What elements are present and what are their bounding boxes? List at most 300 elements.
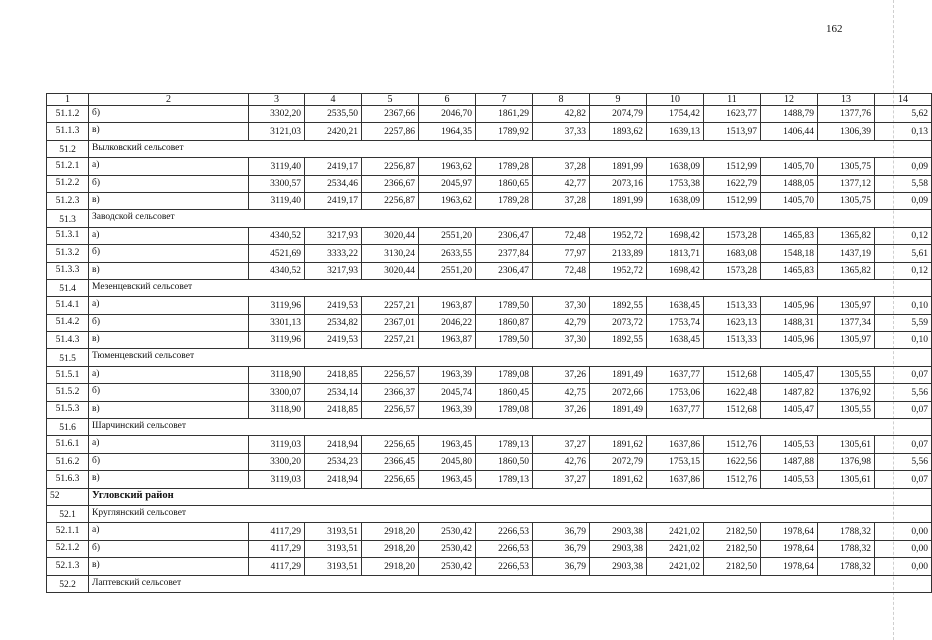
value-cell: 1512,68 [704,366,761,383]
value-cell: 1788,32 [818,523,875,540]
value-cell: 0,09 [875,192,932,209]
value-cell: 37,30 [533,297,590,314]
value-cell: 3119,96 [249,297,305,314]
value-cell: 3118,90 [249,366,305,383]
value-cell: 0,10 [875,297,932,314]
row-letter: б) [89,314,249,331]
value-cell: 1513,97 [704,123,761,140]
value-cell: 1637,86 [647,471,704,488]
value-cell: 1637,77 [647,401,704,418]
table-row [47,332,932,349]
value-cell: 2534,82 [305,314,362,331]
header-cell: 7 [476,94,533,106]
value-cell: 1638,45 [647,297,704,314]
value-cell: 1698,42 [647,227,704,244]
value-cell: 2418,85 [305,366,362,383]
value-cell: 2534,23 [305,453,362,470]
value-cell: 3301,13 [249,314,305,331]
value-cell: 1405,96 [761,332,818,349]
value-cell: 2256,87 [362,192,419,209]
value-cell: 0,07 [875,471,932,488]
row-letter: б) [89,540,249,557]
row-code: 52.1.2 [47,540,89,557]
section-row [47,279,932,296]
value-cell: 1753,74 [647,314,704,331]
section-name: Вылковский сельсовет [89,140,932,157]
value-cell: 2045,97 [419,175,476,192]
value-cell: 1512,76 [704,436,761,453]
section-code: 52.1 [47,505,89,522]
value-cell: 1789,13 [476,436,533,453]
row-letter: б) [89,175,249,192]
value-cell: 1365,82 [818,227,875,244]
value-cell: 1754,42 [647,106,704,123]
value-cell: 1377,34 [818,314,875,331]
value-cell: 1683,08 [704,245,761,262]
row-letter: а) [89,297,249,314]
district-code: 52 [47,488,89,505]
value-cell: 2918,20 [362,558,419,575]
value-cell: 1753,15 [647,453,704,470]
value-cell: 3217,93 [305,227,362,244]
value-cell: 1488,79 [761,106,818,123]
value-cell: 3118,90 [249,401,305,418]
value-cell: 3193,51 [305,540,362,557]
value-cell: 2903,38 [590,540,647,557]
value-cell: 1637,77 [647,366,704,383]
header-cell: 13 [818,94,875,106]
value-cell: 42,75 [533,384,590,401]
value-cell: 1891,99 [590,158,647,175]
value-cell: 2551,20 [419,227,476,244]
value-cell: 1963,45 [419,436,476,453]
value-cell: 2256,57 [362,401,419,418]
value-cell: 37,27 [533,471,590,488]
value-cell: 2420,21 [305,123,362,140]
value-cell: 1512,68 [704,401,761,418]
value-cell: 1638,09 [647,192,704,209]
value-cell: 37,27 [533,436,590,453]
value-cell: 2421,02 [647,540,704,557]
header-cell: 9 [590,94,647,106]
row-letter: а) [89,158,249,175]
value-cell: 2366,45 [362,453,419,470]
value-cell: 37,28 [533,158,590,175]
value-cell: 3119,40 [249,192,305,209]
value-cell: 1548,18 [761,245,818,262]
value-cell: 0,00 [875,540,932,557]
value-cell: 1305,55 [818,366,875,383]
row-code: 51.5.2 [47,384,89,401]
value-cell: 1405,96 [761,297,818,314]
value-cell: 1638,45 [647,332,704,349]
value-cell: 2903,38 [590,558,647,575]
row-code: 51.1.3 [47,123,89,140]
section-name: Круглянский сельсовет [89,505,932,522]
value-cell: 1964,35 [419,123,476,140]
value-cell: 2367,01 [362,314,419,331]
value-cell: 1405,70 [761,158,818,175]
value-cell: 4521,69 [249,245,305,262]
value-cell: 2256,65 [362,471,419,488]
value-cell: 0,07 [875,401,932,418]
section-row [47,140,932,157]
section-name: Шарчинский сельсовет [89,419,932,436]
value-cell: 1978,64 [761,523,818,540]
value-cell: 1623,13 [704,314,761,331]
header-cell: 12 [761,94,818,106]
value-cell: 2306,47 [476,262,533,279]
value-cell: 5,56 [875,453,932,470]
section-name: Тюменцевский сельсовет [89,349,932,366]
section-row [47,505,932,522]
value-cell: 1573,28 [704,262,761,279]
value-cell: 2182,50 [704,523,761,540]
value-cell: 1963,39 [419,366,476,383]
value-cell: 1487,88 [761,453,818,470]
value-cell: 2266,53 [476,540,533,557]
value-cell: 2377,84 [476,245,533,262]
value-cell: 1952,72 [590,227,647,244]
value-cell: 1891,49 [590,401,647,418]
section-name: Мезенцевский сельсовет [89,279,932,296]
header-cell: 3 [249,94,305,106]
row-code: 52.1.1 [47,523,89,540]
value-cell: 1405,47 [761,366,818,383]
value-cell: 0,10 [875,332,932,349]
value-cell: 1487,82 [761,384,818,401]
table-row [47,314,932,331]
value-cell: 2073,72 [590,314,647,331]
row-code: 51.4.3 [47,332,89,349]
value-cell: 1405,70 [761,192,818,209]
table-row [47,262,932,279]
row-code: 51.1.2 [47,106,89,123]
value-cell: 1952,72 [590,262,647,279]
value-cell: 1306,39 [818,123,875,140]
table-row [47,158,932,175]
table-row [47,192,932,209]
row-letter: а) [89,436,249,453]
value-cell: 1405,47 [761,401,818,418]
value-cell: 1305,97 [818,297,875,314]
value-cell: 1638,09 [647,158,704,175]
value-cell: 2551,20 [419,262,476,279]
section-code: 51.6 [47,419,89,436]
value-cell: 2419,17 [305,158,362,175]
value-cell: 1963,62 [419,192,476,209]
value-cell: 1622,79 [704,175,761,192]
value-cell: 1512,76 [704,471,761,488]
value-cell: 0,00 [875,523,932,540]
value-cell: 77,97 [533,245,590,262]
value-cell: 1377,76 [818,106,875,123]
value-cell: 2366,37 [362,384,419,401]
value-cell: 1789,28 [476,192,533,209]
table-row [47,558,932,575]
value-cell: 2266,53 [476,523,533,540]
value-cell: 36,79 [533,540,590,557]
table-row [47,384,932,401]
section-code: 52.2 [47,575,89,592]
value-cell: 2257,21 [362,297,419,314]
header-cell: 11 [704,94,761,106]
table-row [47,297,932,314]
value-cell: 3020,44 [362,227,419,244]
row-code: 51.2.3 [47,192,89,209]
value-cell: 3193,51 [305,523,362,540]
section-code: 51.3 [47,210,89,227]
value-cell: 1513,33 [704,332,761,349]
value-cell: 1365,82 [818,262,875,279]
header-cell: 8 [533,94,590,106]
value-cell: 3333,22 [305,245,362,262]
row-letter: б) [89,453,249,470]
row-code: 51.6.3 [47,471,89,488]
section-code: 51.2 [47,140,89,157]
value-cell: 0,13 [875,123,932,140]
value-cell: 1465,83 [761,227,818,244]
value-cell: 1622,48 [704,384,761,401]
table-row [47,106,932,123]
row-code: 52.1.3 [47,558,89,575]
section-row [47,419,932,436]
row-letter: б) [89,384,249,401]
value-cell: 3193,51 [305,558,362,575]
value-cell: 1488,31 [761,314,818,331]
value-cell: 2182,50 [704,558,761,575]
value-cell: 37,33 [533,123,590,140]
value-cell: 1305,61 [818,471,875,488]
value-cell: 5,56 [875,384,932,401]
row-letter: в) [89,262,249,279]
value-cell: 1978,64 [761,558,818,575]
value-cell: 72,48 [533,262,590,279]
row-code: 51.3.3 [47,262,89,279]
row-letter: б) [89,106,249,123]
table-row [47,175,932,192]
value-cell: 2903,38 [590,523,647,540]
table-row [47,366,932,383]
value-cell: 1305,75 [818,192,875,209]
value-cell: 1963,87 [419,297,476,314]
value-cell: 1512,99 [704,158,761,175]
value-cell: 0,00 [875,558,932,575]
section-name: Лаптевский сельсовет [89,575,932,592]
header-cell: 1 [47,94,89,106]
value-cell: 3119,96 [249,332,305,349]
value-cell: 1978,64 [761,540,818,557]
row-code: 51.5.1 [47,366,89,383]
value-cell: 1753,38 [647,175,704,192]
value-cell: 2421,02 [647,523,704,540]
value-cell: 0,12 [875,262,932,279]
value-cell: 1512,99 [704,192,761,209]
value-cell: 2306,47 [476,227,533,244]
value-cell: 2530,42 [419,523,476,540]
row-letter: б) [89,245,249,262]
value-cell: 1788,32 [818,540,875,557]
value-cell: 2257,21 [362,332,419,349]
section-code: 51.5 [47,349,89,366]
value-cell: 5,58 [875,175,932,192]
district-name: Угловский район [89,488,932,505]
row-code: 51.3.2 [47,245,89,262]
value-cell: 0,12 [875,227,932,244]
row-code: 51.2.1 [47,158,89,175]
row-code: 51.6.1 [47,436,89,453]
value-cell: 37,26 [533,366,590,383]
value-cell: 37,28 [533,192,590,209]
section-code: 51.4 [47,279,89,296]
value-cell: 2266,53 [476,558,533,575]
value-cell: 1891,62 [590,436,647,453]
value-cell: 1465,83 [761,262,818,279]
value-cell: 1513,33 [704,297,761,314]
value-cell: 2256,57 [362,366,419,383]
row-letter: а) [89,523,249,540]
value-cell: 1789,13 [476,471,533,488]
value-cell: 1305,75 [818,158,875,175]
row-letter: в) [89,192,249,209]
value-cell: 0,07 [875,436,932,453]
section-row [47,210,932,227]
value-cell: 2419,53 [305,297,362,314]
value-cell: 4340,52 [249,262,305,279]
district-row [47,488,932,505]
value-cell: 5,62 [875,106,932,123]
header-cell: 14 [875,94,932,106]
value-cell: 2182,50 [704,540,761,557]
value-cell: 1789,50 [476,332,533,349]
value-cell: 37,26 [533,401,590,418]
value-cell: 2072,79 [590,453,647,470]
value-cell: 3300,20 [249,453,305,470]
value-cell: 1623,77 [704,106,761,123]
row-letter: в) [89,332,249,349]
header-cell: 4 [305,94,362,106]
value-cell: 2534,14 [305,384,362,401]
value-cell: 36,79 [533,558,590,575]
value-cell: 42,77 [533,175,590,192]
value-cell: 2421,02 [647,558,704,575]
value-cell: 1305,61 [818,436,875,453]
value-cell: 1573,28 [704,227,761,244]
value-cell: 1860,50 [476,453,533,470]
value-cell: 1860,87 [476,314,533,331]
value-cell: 0,09 [875,158,932,175]
table-row [47,523,932,540]
section-row [47,349,932,366]
value-cell: 3217,93 [305,262,362,279]
value-cell: 1789,92 [476,123,533,140]
value-cell: 4117,29 [249,558,305,575]
row-letter: в) [89,123,249,140]
value-cell: 2072,66 [590,384,647,401]
header-row [47,94,932,106]
value-cell: 3300,07 [249,384,305,401]
row-letter: а) [89,366,249,383]
value-cell: 2418,94 [305,436,362,453]
value-cell: 5,61 [875,245,932,262]
row-code: 51.2.2 [47,175,89,192]
value-cell: 1860,65 [476,175,533,192]
table-row [47,436,932,453]
value-cell: 2073,16 [590,175,647,192]
header-cell: 5 [362,94,419,106]
value-cell: 3302,20 [249,106,305,123]
value-cell: 2535,50 [305,106,362,123]
value-cell: 37,30 [533,332,590,349]
value-cell: 5,59 [875,314,932,331]
header-cell: 6 [419,94,476,106]
value-cell: 1405,53 [761,471,818,488]
value-cell: 1891,62 [590,471,647,488]
row-letter: а) [89,227,249,244]
value-cell: 1789,28 [476,158,533,175]
value-cell: 2418,85 [305,401,362,418]
value-cell: 1789,08 [476,401,533,418]
value-cell: 1305,97 [818,332,875,349]
row-code: 51.5.3 [47,401,89,418]
value-cell: 1891,49 [590,366,647,383]
value-cell: 2045,74 [419,384,476,401]
value-cell: 1377,12 [818,175,875,192]
table-row [47,401,932,418]
section-row [47,575,932,592]
value-cell: 3130,24 [362,245,419,262]
value-cell: 72,48 [533,227,590,244]
value-cell: 3119,03 [249,436,305,453]
value-cell: 36,79 [533,523,590,540]
value-cell: 0,07 [875,366,932,383]
value-cell: 2419,17 [305,192,362,209]
table-row [47,471,932,488]
value-cell: 1963,39 [419,401,476,418]
value-cell: 42,76 [533,453,590,470]
table-row [47,123,932,140]
value-cell: 1892,55 [590,297,647,314]
value-cell: 2256,87 [362,158,419,175]
value-cell: 1963,87 [419,332,476,349]
table-row [47,227,932,244]
value-cell: 2366,67 [362,175,419,192]
value-cell: 2530,42 [419,558,476,575]
value-cell: 1376,98 [818,453,875,470]
value-cell: 4117,29 [249,540,305,557]
table-row [47,453,932,470]
value-cell: 2418,94 [305,471,362,488]
header-cell: 10 [647,94,704,106]
value-cell: 1893,62 [590,123,647,140]
value-cell: 2419,53 [305,332,362,349]
value-cell: 1860,45 [476,384,533,401]
value-cell: 2534,46 [305,175,362,192]
value-cell: 42,82 [533,106,590,123]
value-cell: 2367,66 [362,106,419,123]
value-cell: 4340,52 [249,227,305,244]
row-code: 51.4.2 [47,314,89,331]
row-code: 51.3.1 [47,227,89,244]
row-letter: в) [89,471,249,488]
value-cell: 1305,55 [818,401,875,418]
value-cell: 1861,29 [476,106,533,123]
value-cell: 1788,32 [818,558,875,575]
value-cell: 4117,29 [249,523,305,540]
value-cell: 2257,86 [362,123,419,140]
value-cell: 1963,62 [419,158,476,175]
table-body [47,94,932,593]
